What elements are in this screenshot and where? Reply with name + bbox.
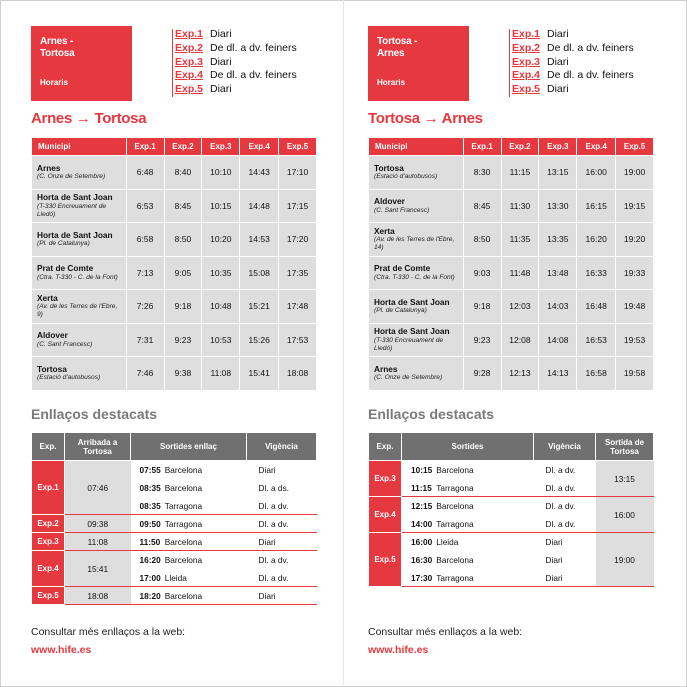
- page-divider: [343, 0, 344, 687]
- stop-name: Aldover: [374, 196, 405, 207]
- stop-name: Xerta: [374, 225, 395, 236]
- stop-cell: [32, 256, 127, 290]
- legend-exp-code: Exp.3: [512, 55, 541, 68]
- time-cell: 12:03: [501, 290, 539, 324]
- time-cell: 10:10: [202, 156, 240, 190]
- col-header-exp: Exp.2: [501, 138, 539, 156]
- timetable: [31, 137, 317, 391]
- conn-validity: Diari: [247, 587, 317, 605]
- time-cell: 17:10: [279, 156, 317, 190]
- conn-row: [369, 497, 654, 515]
- conn-departure-time: 11:50: [131, 533, 161, 551]
- time-cell: 6:58: [126, 223, 164, 257]
- time-cell: 10:20: [202, 223, 240, 257]
- col-header-municipi: Municipi: [32, 138, 127, 156]
- legend-exp-code: Exp.1: [175, 28, 204, 40]
- conn-departure-time: 08:35: [131, 497, 161, 515]
- table-row: [32, 357, 317, 391]
- conn-validity: Diari: [247, 533, 317, 551]
- section-heading: Enllaços destacats: [31, 406, 158, 422]
- conn-destination: Tarragona: [161, 515, 247, 533]
- conn-tortosa-departure: 19:00: [596, 533, 654, 587]
- time-cell: 15:21: [240, 290, 279, 324]
- conn-row: [32, 587, 317, 605]
- stop-cell: [369, 290, 464, 324]
- stop-location: (C. Sant Francesc): [374, 206, 430, 214]
- time-cell: 16:00: [577, 156, 616, 190]
- timetable: [368, 137, 654, 391]
- stop-cell: [369, 189, 464, 223]
- stop-name: Horta de Sant Joan: [374, 326, 450, 337]
- title-subtitle: Horaris: [40, 78, 69, 87]
- time-cell: 13:48: [539, 256, 577, 290]
- stop-name: Arnes: [374, 363, 398, 374]
- time-cell: 10:35: [202, 256, 240, 290]
- conn-departure-time: 07:55: [131, 461, 161, 479]
- conn-exp-label: Exp.3: [32, 533, 65, 551]
- time-cell: 14:08: [539, 323, 577, 357]
- stop-cell: [32, 323, 127, 357]
- time-cell: 17:20: [279, 223, 317, 257]
- legend-exp-days: Diari: [210, 55, 232, 68]
- table-row: [369, 189, 654, 223]
- legend-item: [175, 56, 297, 70]
- table-row: [369, 357, 654, 391]
- time-cell: 19:48: [616, 290, 654, 324]
- legend-rule: [172, 29, 173, 97]
- title-line-1: Tortosa -: [377, 36, 418, 47]
- conn-arrival-time: 07:46: [65, 461, 131, 515]
- stop-cell: [369, 357, 464, 391]
- conn-validity: Diari: [247, 461, 317, 479]
- conn-departure-time: 17:30: [402, 569, 433, 587]
- time-cell: 16:15: [577, 189, 616, 223]
- time-cell: 19:20: [616, 223, 654, 257]
- conn-destination: Barcelona: [161, 551, 247, 569]
- conn-destination: Barcelona: [161, 479, 247, 497]
- conn-departure-time: 16:30: [402, 551, 433, 569]
- stop-cell: [32, 156, 127, 190]
- conn-exp-label: Exp.5: [369, 533, 402, 587]
- conn-destination: Lleida: [161, 569, 247, 587]
- time-cell: 19:33: [616, 256, 654, 290]
- time-cell: 8:50: [463, 223, 501, 257]
- conn-validity: Dl. a dv.: [247, 497, 317, 515]
- conn-destination: Barcelona: [432, 551, 533, 569]
- title-line-2: Arnes: [377, 48, 405, 59]
- conn-col-header: Sortides: [402, 433, 534, 461]
- title-subtitle: Horaris: [377, 78, 406, 87]
- stop-location: (Estació d'autobusos): [374, 173, 438, 181]
- conn-destination: Lleida: [432, 533, 533, 551]
- time-cell: 19:15: [616, 189, 654, 223]
- legend-exp-code: Exp.2: [512, 41, 541, 54]
- conn-validity: Dl. a dv.: [534, 461, 596, 479]
- time-cell: 13:15: [539, 156, 577, 190]
- conn-validity: Dl. a ds.: [247, 479, 317, 497]
- time-cell: 18:08: [279, 357, 317, 391]
- legend-exp-days: Diari: [210, 28, 232, 40]
- conn-tortosa-departure: 13:15: [596, 461, 654, 497]
- table-row: [32, 223, 317, 257]
- title-line-1: Arnes -: [40, 36, 74, 47]
- conn-arrival-time: 11:08: [65, 533, 131, 551]
- stop-location: (Pl. de Catalunya): [374, 307, 427, 315]
- stop-cell: [32, 290, 127, 324]
- col-header-exp: Exp.1: [463, 138, 501, 156]
- legend-exp-code: Exp.5: [175, 83, 204, 96]
- conn-col-header: Exp.: [32, 433, 65, 461]
- conn-validity: Dl. a dv.: [247, 551, 317, 569]
- conn-row: [32, 533, 317, 551]
- column-tortosa-arnes: [367, 0, 657, 687]
- col-header-exp: Exp.2: [164, 138, 202, 156]
- stop-location: (C. Onze de Setembre): [37, 173, 106, 181]
- conn-validity: Dl. a dv.: [534, 515, 596, 533]
- conn-exp-label: Exp.4: [369, 497, 402, 533]
- stop-location: (C. Onze de Setembre): [374, 374, 443, 382]
- time-cell: 16:48: [577, 290, 616, 324]
- col-header-exp: Exp.5: [616, 138, 654, 156]
- conn-departure-time: 09:50: [131, 515, 161, 533]
- legend-item: [512, 83, 634, 97]
- time-cell: 9:18: [164, 290, 202, 324]
- col-header-exp: Exp.3: [539, 138, 577, 156]
- time-cell: 11:08: [202, 357, 240, 391]
- conn-exp-label: Exp.4: [32, 551, 65, 587]
- time-cell: 14:48: [240, 189, 279, 223]
- expedition-legend: [512, 28, 634, 97]
- time-cell: 14:53: [240, 223, 279, 257]
- time-cell: 17:15: [279, 189, 317, 223]
- stop-location: (C. Sant Francesc): [37, 340, 93, 348]
- legend-item: [512, 56, 634, 70]
- stop-name: Horta de Sant Joan: [37, 192, 113, 203]
- table-row: [369, 223, 654, 257]
- conn-departure-time: 18:20: [131, 587, 161, 605]
- stop-name: Aldover: [37, 330, 68, 341]
- time-cell: 14:03: [539, 290, 577, 324]
- conn-col-header: Sortides enllaç: [131, 433, 247, 461]
- connections-table: [31, 432, 317, 605]
- route-heading: Arnes → Tortosa: [31, 110, 147, 127]
- legend-exp-code: Exp.4: [512, 69, 541, 82]
- table-row: [369, 256, 654, 290]
- conn-col-header: Sortida de Tortosa: [596, 433, 654, 461]
- conn-row: [369, 461, 654, 479]
- legend-exp-days: De dl. a dv. feiners: [547, 69, 634, 82]
- legend-exp-code: Exp.2: [175, 41, 204, 54]
- stop-cell: [32, 357, 127, 391]
- time-cell: 19:58: [616, 357, 654, 391]
- timetable-header: [369, 138, 654, 156]
- column-arnes-tortosa: [30, 0, 320, 687]
- conn-departure-time: 16:00: [402, 533, 433, 551]
- conn-departure-time: 10:15: [402, 461, 433, 479]
- conn-arrival-time: 09:38: [65, 515, 131, 533]
- stop-location: (Estació d'autobusos): [37, 374, 101, 382]
- conn-exp-label: Exp.5: [32, 587, 65, 605]
- stop-cell: [369, 323, 464, 357]
- title-line-2: Tortosa: [40, 48, 75, 59]
- stop-location: (Pl. de Catalunya): [37, 240, 90, 248]
- stop-cell: [369, 256, 464, 290]
- col-header-exp: Exp.1: [126, 138, 164, 156]
- stop-location: (Av. de les Terres de l'Ebre, 9): [37, 303, 118, 318]
- time-cell: 8:40: [164, 156, 202, 190]
- conn-destination: Barcelona: [432, 461, 533, 479]
- stop-cell: [32, 223, 127, 257]
- stop-location: (T-330 Encreuament de Lledó): [374, 336, 444, 352]
- col-header-exp: Exp.3: [202, 138, 240, 156]
- legend-exp-days: De dl. a dv. feiners: [210, 41, 297, 54]
- time-cell: 11:30: [501, 189, 539, 223]
- time-cell: 14:43: [240, 156, 279, 190]
- conn-departure-time: 12:15: [402, 497, 433, 515]
- stop-cell: [32, 189, 127, 223]
- conn-arrival-time: 18:08: [65, 587, 131, 605]
- stop-name: Horta de Sant Joan: [374, 296, 450, 307]
- table-row: [32, 156, 317, 190]
- table-row: [32, 189, 317, 223]
- legend-rule: [509, 29, 510, 97]
- time-cell: 13:35: [539, 223, 577, 257]
- table-row: [369, 290, 654, 324]
- time-cell: 7:13: [126, 256, 164, 290]
- time-cell: 9:03: [463, 256, 501, 290]
- time-cell: 17:48: [279, 290, 317, 324]
- time-cell: 9:23: [164, 323, 202, 357]
- stop-name: Arnes: [37, 162, 61, 173]
- legend-exp-code: Exp.5: [512, 83, 541, 96]
- connections-header: [369, 433, 654, 461]
- conn-exp-label: Exp.1: [32, 461, 65, 515]
- connections-table: [368, 432, 654, 587]
- conn-tortosa-departure: 16:00: [596, 497, 654, 533]
- legend-item: [175, 69, 297, 83]
- title-box: [31, 26, 132, 101]
- conn-col-header: Vigència: [247, 433, 317, 461]
- conn-validity: Dl. a dv.: [534, 479, 596, 497]
- stop-location: (Ctra. T-330 - C. de la Font): [37, 273, 118, 281]
- stop-cell: [369, 223, 464, 257]
- time-cell: 16:53: [577, 323, 616, 357]
- time-cell: 9:05: [164, 256, 202, 290]
- legend-exp-code: Exp.4: [175, 69, 204, 82]
- stop-location: (Av. de les Terres de l'Ebre, 14): [374, 236, 455, 251]
- conn-destination: Tarragona: [161, 497, 247, 515]
- legend-exp-days: De dl. a dv. feiners: [547, 41, 634, 54]
- legend-exp-code: Exp.1: [512, 28, 541, 40]
- table-row: [369, 323, 654, 357]
- stop-name: Horta de Sant Joan: [37, 229, 113, 240]
- timetable-header: [32, 138, 317, 156]
- conn-row: [369, 533, 654, 551]
- table-row: [32, 290, 317, 324]
- expedition-legend: [175, 28, 297, 97]
- conn-validity: Dl. a dv.: [247, 569, 317, 587]
- title-box: [368, 26, 469, 101]
- time-cell: 10:15: [202, 189, 240, 223]
- conn-exp-label: Exp.2: [32, 515, 65, 533]
- time-cell: 13:30: [539, 189, 577, 223]
- time-cell: 9:38: [164, 357, 202, 391]
- legend-exp-days: Diari: [547, 83, 569, 96]
- legend-item: [175, 42, 297, 56]
- conn-row: [32, 461, 317, 479]
- time-cell: 6:48: [126, 156, 164, 190]
- time-cell: 7:26: [126, 290, 164, 324]
- conn-destination: Barcelona: [161, 587, 247, 605]
- conn-validity: Diari: [534, 569, 596, 587]
- conn-destination: Barcelona: [161, 461, 247, 479]
- time-cell: 15:26: [240, 323, 279, 357]
- conn-destination: Tarragona: [432, 479, 533, 497]
- time-cell: 11:48: [501, 256, 539, 290]
- table-row: [32, 256, 317, 290]
- conn-departure-time: 17:00: [131, 569, 161, 587]
- time-cell: 17:53: [279, 323, 317, 357]
- connections-header: [32, 433, 317, 461]
- time-cell: 10:53: [202, 323, 240, 357]
- stop-name: Tortosa: [374, 162, 404, 173]
- conn-departure-time: 16:20: [131, 551, 161, 569]
- conn-validity: Diari: [534, 551, 596, 569]
- conn-destination: Barcelona: [432, 497, 533, 515]
- stop-name: Prat de Comte: [374, 263, 431, 274]
- legend-exp-days: Diari: [210, 83, 232, 96]
- conn-validity: Dl. a dv.: [534, 497, 596, 515]
- conn-row: [32, 515, 317, 533]
- time-cell: 9:23: [463, 323, 501, 357]
- stop-location: (Ctra. T-330 - C. de la Font): [374, 273, 455, 281]
- website-link[interactable]: www.hife.es: [368, 644, 429, 656]
- time-cell: 12:13: [501, 357, 539, 391]
- legend-exp-days: Diari: [547, 55, 569, 68]
- time-cell: 11:35: [501, 223, 539, 257]
- conn-exp-label: Exp.3: [369, 461, 402, 497]
- conn-destination: Tarragona: [432, 515, 533, 533]
- conn-arrival-time: 15:41: [65, 551, 131, 587]
- time-cell: 16:20: [577, 223, 616, 257]
- stop-name: Prat de Comte: [37, 263, 94, 274]
- conn-departure-time: 11:15: [402, 479, 433, 497]
- table-row: [32, 323, 317, 357]
- time-cell: 10:48: [202, 290, 240, 324]
- more-info-text: Consultar més enllaços a la web:: [31, 626, 186, 638]
- stop-name: Tortosa: [37, 363, 67, 374]
- time-cell: 16:33: [577, 256, 616, 290]
- time-cell: 17:35: [279, 256, 317, 290]
- conn-col-header: Exp.: [369, 433, 402, 461]
- col-header-exp: Exp.4: [577, 138, 616, 156]
- stop-cell: [369, 156, 464, 190]
- time-cell: 14:13: [539, 357, 577, 391]
- conn-validity: Dl. a dv.: [247, 515, 317, 533]
- route-heading: Tortosa → Arnes: [368, 110, 483, 127]
- more-info-text: Consultar més enllaços a la web:: [368, 626, 523, 638]
- time-cell: 15:08: [240, 256, 279, 290]
- col-header-municipi: Municipi: [369, 138, 464, 156]
- time-cell: 15:41: [240, 357, 279, 391]
- col-header-exp: Exp.4: [240, 138, 279, 156]
- conn-col-header: Vigència: [534, 433, 596, 461]
- time-cell: 9:18: [463, 290, 501, 324]
- website-link[interactable]: www.hife.es: [31, 644, 92, 656]
- time-cell: 9:28: [463, 357, 501, 391]
- conn-departure-time: 14:00: [402, 515, 433, 533]
- conn-col-header: Arribada a Tortosa: [65, 433, 131, 461]
- col-header-exp: Exp.5: [279, 138, 317, 156]
- conn-destination: Tarragona: [432, 569, 533, 587]
- legend-exp-days: Diari: [547, 28, 569, 40]
- time-cell: 6:53: [126, 189, 164, 223]
- legend-item: [175, 83, 297, 97]
- legend-item: [512, 42, 634, 56]
- time-cell: 7:46: [126, 357, 164, 391]
- conn-row: [32, 551, 317, 569]
- stop-location: (T-330 Encreuament de Lledó): [37, 202, 107, 218]
- time-cell: 16:58: [577, 357, 616, 391]
- conn-validity: Diari: [534, 533, 596, 551]
- time-cell: 8:45: [164, 189, 202, 223]
- time-cell: 8:30: [463, 156, 501, 190]
- stop-name: Xerta: [37, 292, 58, 303]
- legend-item: [512, 28, 634, 42]
- section-heading: Enllaços destacats: [368, 406, 495, 422]
- time-cell: 8:45: [463, 189, 501, 223]
- conn-departure-time: 08:35: [131, 479, 161, 497]
- table-row: [369, 156, 654, 190]
- time-cell: 12:08: [501, 323, 539, 357]
- legend-exp-days: De dl. a dv. feiners: [210, 69, 297, 82]
- legend-item: [175, 28, 297, 42]
- time-cell: 19:00: [616, 156, 654, 190]
- legend-item: [512, 69, 634, 83]
- time-cell: 11:15: [501, 156, 539, 190]
- time-cell: 7:31: [126, 323, 164, 357]
- time-cell: 8:50: [164, 223, 202, 257]
- legend-exp-code: Exp.3: [175, 55, 204, 68]
- conn-destination: Barcelona: [161, 533, 247, 551]
- time-cell: 19:53: [616, 323, 654, 357]
